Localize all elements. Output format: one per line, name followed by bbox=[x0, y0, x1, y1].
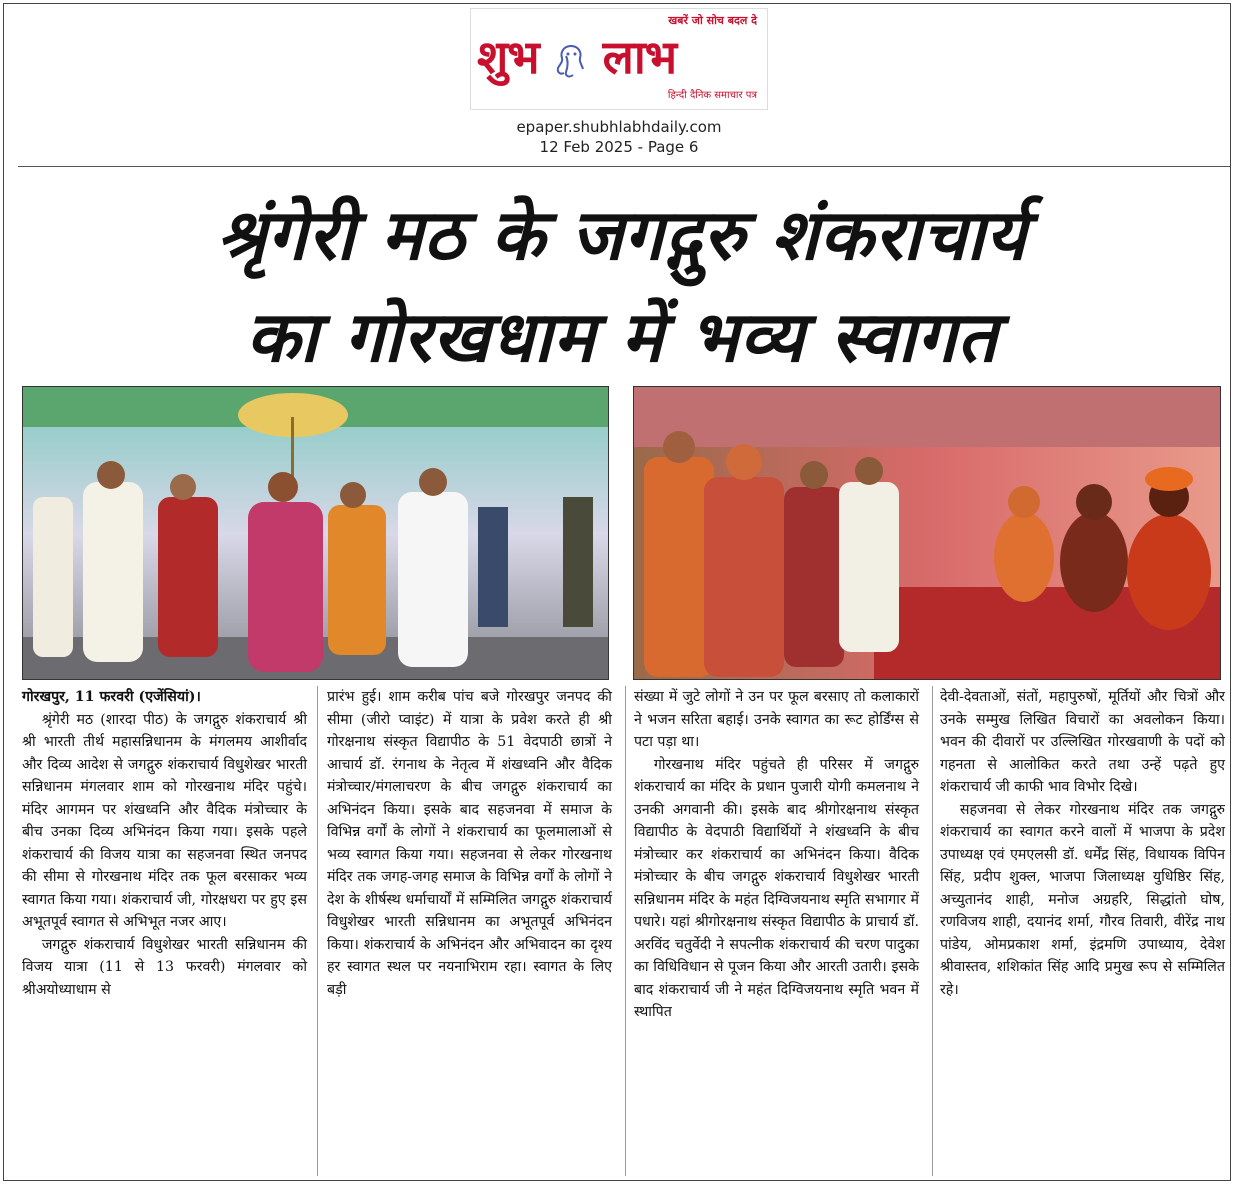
article-column-2 bbox=[327, 686, 612, 1001]
procession-illustration bbox=[23, 387, 609, 680]
photo-shankaracharya-procession bbox=[22, 386, 609, 680]
column-rule bbox=[317, 686, 318, 1176]
article-paragraph: जगद्गुरु शंकराचार्य विधुशेखर भारती सन्निधानम की विजय यात्रा (11 से 13 फरवरी) मंगलवार को श्रीअयोध्याधाम से bbox=[22, 936, 307, 998]
masthead-logo bbox=[470, 8, 768, 110]
article-column-3 bbox=[634, 686, 919, 1024]
headline-line-1: श्रृंगेरी मठ के जगद्गुरु शंकराचार्य bbox=[216, 194, 1028, 276]
edition-date-page: 12 Feb 2025 - Page 6 bbox=[539, 138, 699, 156]
photo-statue-gallery-visit bbox=[633, 386, 1221, 680]
article-paragraph: श्रृंगेरी मठ (शारदा पीठ) के जगद्गुरु शंकराचार्य श्री श्री भारती तीर्थ महासन्निधानम के मंगलमय आशीर्वाद और दिव्य आदेश से जगद्गुरु शंकराचार्य विधुशेखर भारती सन्निधानम मंगलवार शाम को गोरखनाथ मंदिर पहुंचे। मंदिर आगमन पर शंखध्वनि और वैदिक मंत्रोच्चार के बीच उनका दिव्य अभिनंदन किया गया। इसके पहले शंकराचार्य की विजय यात्रा का सहजनवा स्थित जनपद की सीमा से गोरखनाथ मंदिर तक फूल बरसाकर भव्य स्वागत किया गया। शंकराचार्य जी, गोरक्षधरा पर हुए इस अभूतपूर्व स्वागत से अभिभूत नजर आए। bbox=[22, 711, 307, 930]
article-paragraph: संख्या में जुटे लोगों ने उन पर फूल बरसाए तो कलाकारों ने भजन सरिता बहाई। उनके स्वागत का रूट होर्डिंग्स से पटा पड़ा था। bbox=[634, 689, 919, 750]
logo-right: लाभ bbox=[602, 30, 677, 84]
article-paragraph: प्रारंभ हुई। शाम करीब पांच बजे गोरखपुर जनपद की सीमा (जीरो प्वाइंट) में यात्रा के प्रवेश करते ही श्री गोरक्षनाथ संस्कृत विद्यापीठ के 51 वेदपाठी छात्रों ने आचार्य डॉ. रंगनाथ के नेतृत्व में शंखध्वनि और वैदिक मंत्रोच्चार/मंगलाचरण के बीच जगद्गुरु शंकराचार्य का अभिनंदन किया। इसके बाद सहजनवा में समाज के विभिन्न वर्गों के लोगों ने शंकराचार्य का फूलमालाओं से भव्य स्वागत किया गया। सहजनवा से लेकर गोरखनाथ मंदिर तक जगह-जगह समाज के विभिन्न वर्गों के लोगों ने देश के शीर्षस्थ धर्माचार्यों में सम्मिलित जगद्गुरु शंकराचार्य विधुशेखर भारती सन्निधानम का अभूतपूर्व अभिनंदन किया। शंकराचार्य के अभिनंदन और अभिवादन का दृश्य हर स्वागत स्थल पर नयनाभिराम रहा। स्वागत के लिए बड़ी bbox=[327, 689, 612, 998]
article-dateline: गोरखपुर, 11 फरवरी (एजेंसियां)। bbox=[22, 689, 201, 705]
headline-line-2: का गोरखधाम में भव्य स्वागत bbox=[245, 296, 999, 378]
gallery-illustration bbox=[634, 387, 1221, 680]
article-paragraph: सहजनवा से लेकर गोरखनाथ मंदिर तक जगद्गुरु शंकराचार्य का स्वागत करने वालों में भाजपा के प्रदेश उपाध्यक्ष एवं एमएलसी डॉ. धर्मेंद्र सिंह, विधायक विपिन सिंह, प्रदीप शुक्ल, भाजपा जिलाध्यक्ष युधिष्ठिर सिंह, अच्युतानंद शाही, मनोज अग्रहरि, सिद्धांतो घोष, रणविजय शाही, दयानंद शर्मा, गौरव तिवारी, वीरेंद्र नाथ पांडेय, ओमप्रकाश शर्मा, इंद्रमणि उपाध्याय, देवेश श्रीवास्तव, शशिकांत सिंह आदि प्रमुख रूप से सम्मिलित रहे। bbox=[940, 801, 1225, 998]
article-paragraph: गोरखनाथ मंदिर पहुंचते ही परिसर में जगद्गुरु शंकराचार्य का मंदिर के प्रधान पुजारी योगी कमलनाथ ने उनकी अगवानी की। इसके बाद श्रीगोरक्षनाथ संस्कृत विद्यापीठ के वेदपाठी विद्यार्थियों ने शंखध्वनि के बीच मंत्रोच्चार कर शंकराचार्य का अभिनंदन किया। वैदिक मंत्रोच्चार के बीच जगद्गुरु शंकराचार्य विधुशेखर भारती सन्निधानम मंदिर के महंत दिग्विजयनाथ स्मृति सभागार में पधारे। यहां श्रीगोरक्षनाथ संस्कृत विद्यापीठ के प्राचार्य डॉ. अरविंद चतुर्वेदी ने सपत्नीक शंकराचार्य की चरण पादुका का विधिविधान से पूजन किया और आरती उतारी। इसके बाद शंकराचार्य जी ने महंत दिग्विजयनाथ स्मृति भवन में स्थापित bbox=[634, 756, 919, 1020]
article-column-1 bbox=[22, 686, 307, 1001]
ganesh-icon bbox=[554, 42, 588, 80]
logo-left: शुभ bbox=[477, 30, 539, 84]
logo-subtitle: हिन्दी दैनिक समाचार पत्र bbox=[667, 90, 757, 101]
article-paragraph: देवी-देवताओं, संतों, महापुरुषों, मूर्तियों और चित्रों और उनके सम्मुख लिखित विचारों का अवलोकन किया। भवन की दीवारों पर उल्लिखित गोरखवाणी के पदों को गहनता से आलोकित करते तथा उन्हें पढ़ते हुए शंकराचार्य जी काफी भाव विभोर दिखे। bbox=[940, 689, 1225, 795]
article-column-4 bbox=[940, 686, 1225, 1001]
masthead-tagline: खबरें जो सोच बदल दे bbox=[668, 14, 757, 27]
column-rule bbox=[625, 686, 626, 1176]
header-divider bbox=[18, 166, 1230, 167]
logo-text bbox=[477, 25, 676, 87]
edition-url[interactable]: epaper.shubhlabhdaily.com bbox=[516, 118, 722, 136]
column-rule bbox=[932, 686, 933, 1176]
